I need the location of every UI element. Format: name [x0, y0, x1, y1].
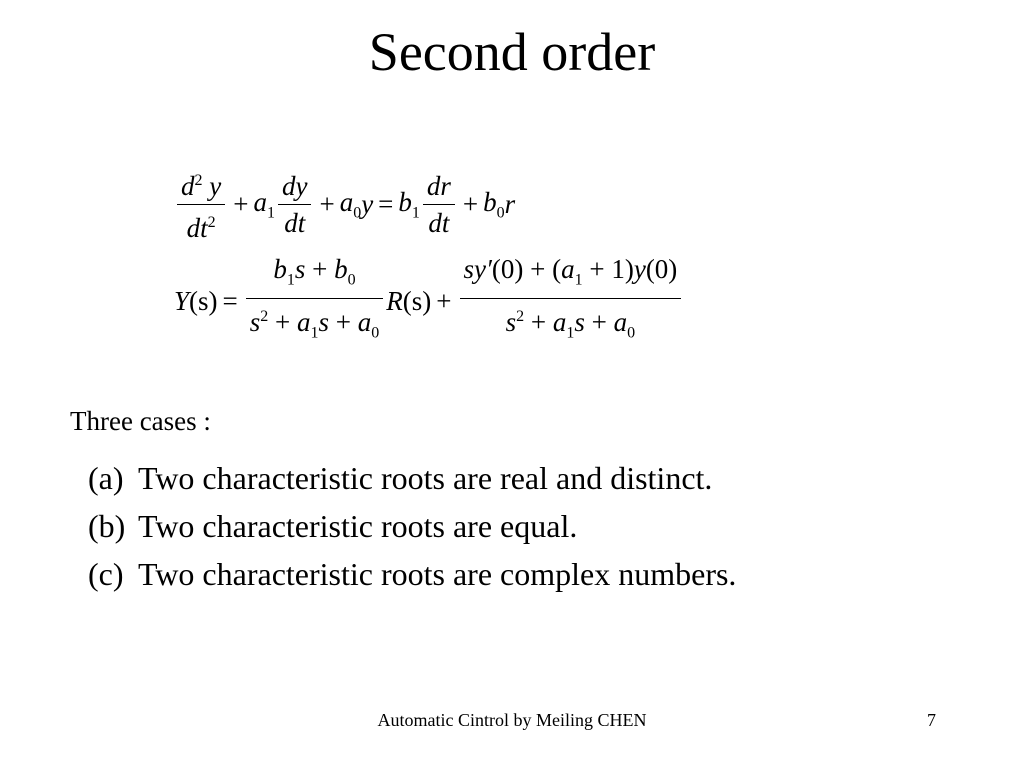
- y-symbol: y: [209, 171, 222, 201]
- math-operator: +: [305, 254, 335, 284]
- dt-symbol: dt: [428, 208, 450, 238]
- math-term: $a_0$: [613, 307, 636, 342]
- transfer-numerator: [269, 252, 359, 297]
- page-number: 7: [927, 710, 936, 730]
- input-derivative-fraction: [423, 169, 455, 240]
- math-operator: +: [329, 307, 358, 338]
- list-item: [88, 454, 736, 502]
- plus-operator: +: [319, 189, 335, 219]
- initial-condition-fraction: [460, 252, 682, 351]
- math-operator: +: [268, 307, 298, 338]
- plus-operator: +: [233, 189, 249, 219]
- math-operator: (0): [645, 254, 678, 284]
- math-term: $a_1$: [561, 254, 583, 289]
- r-symbol: r: [504, 189, 516, 219]
- math-term: s: [574, 307, 585, 338]
- math-operator: +: [524, 307, 553, 338]
- plus-operator: +: [436, 285, 452, 316]
- slide-title: Second order: [368, 22, 656, 82]
- argument-s: (s): [189, 285, 218, 316]
- input-symbol: R: [386, 285, 403, 316]
- y-symbol: y: [361, 189, 374, 219]
- dy-symbol: dy: [281, 171, 308, 201]
- second-derivative-fraction: [177, 164, 225, 245]
- math-operator: + 1): [582, 254, 634, 284]
- equals-operator: =: [378, 189, 394, 219]
- case-text: Two characteristic roots are equal.: [138, 508, 578, 544]
- footer-text: Automatic Cintrol by Meiling CHEN: [377, 710, 647, 730]
- coefficient-b1: $b_1$: [398, 186, 420, 222]
- case-text: Two characteristic roots are real and distinct.: [138, 460, 713, 496]
- math-term: $a_1$: [552, 307, 575, 342]
- output-symbol: Y: [174, 285, 190, 316]
- initial-condition-numerator: [460, 252, 682, 297]
- coefficient-b0: $b_0$: [483, 186, 505, 222]
- equals-operator: =: [222, 285, 238, 316]
- transfer-denominator: [246, 300, 384, 350]
- first-derivative-fraction: [278, 169, 311, 240]
- case-marker: (a): [88, 460, 124, 496]
- math-term: sy′: [463, 254, 492, 284]
- transfer-function-equation: [174, 252, 684, 351]
- math-term: s: [318, 307, 330, 338]
- coefficient-a0: $a_0$: [339, 186, 362, 222]
- cases-list: [88, 454, 736, 598]
- math-operator: (0) + (: [491, 254, 562, 284]
- math-operator: +: [584, 307, 614, 338]
- case-marker: (b): [88, 508, 126, 544]
- math-term: y: [633, 254, 646, 284]
- math-term: $a_1$: [297, 307, 319, 342]
- math-term: $b_0$: [334, 254, 356, 289]
- case-marker: (c): [88, 556, 124, 592]
- cases-intro: Three cases :: [70, 406, 211, 436]
- list-item: [88, 550, 736, 598]
- list-item: [88, 502, 736, 550]
- case-text: Two characteristic roots are complex numbers.: [138, 556, 737, 592]
- coefficient-a1: $a_1$: [253, 186, 275, 222]
- argument-s: (s): [402, 285, 432, 316]
- order-superscript: 2: [207, 214, 216, 231]
- math-term: $b_1$: [273, 254, 295, 289]
- math-term: s: [294, 254, 306, 284]
- transfer-fraction: [246, 252, 384, 351]
- dt-symbol: dt: [284, 208, 306, 238]
- d-symbol: d: [181, 171, 195, 201]
- dt-symbol: dt: [186, 213, 208, 243]
- math-term: $s^2$: [249, 307, 269, 338]
- plus-operator: +: [462, 189, 479, 219]
- dr-symbol: dr: [426, 171, 451, 201]
- math-term: $s^2$: [505, 307, 525, 338]
- initial-condition-denominator: [502, 300, 640, 350]
- math-term: $a_0$: [357, 307, 380, 342]
- order-superscript: 2: [194, 172, 203, 189]
- differential-equation: [174, 164, 515, 245]
